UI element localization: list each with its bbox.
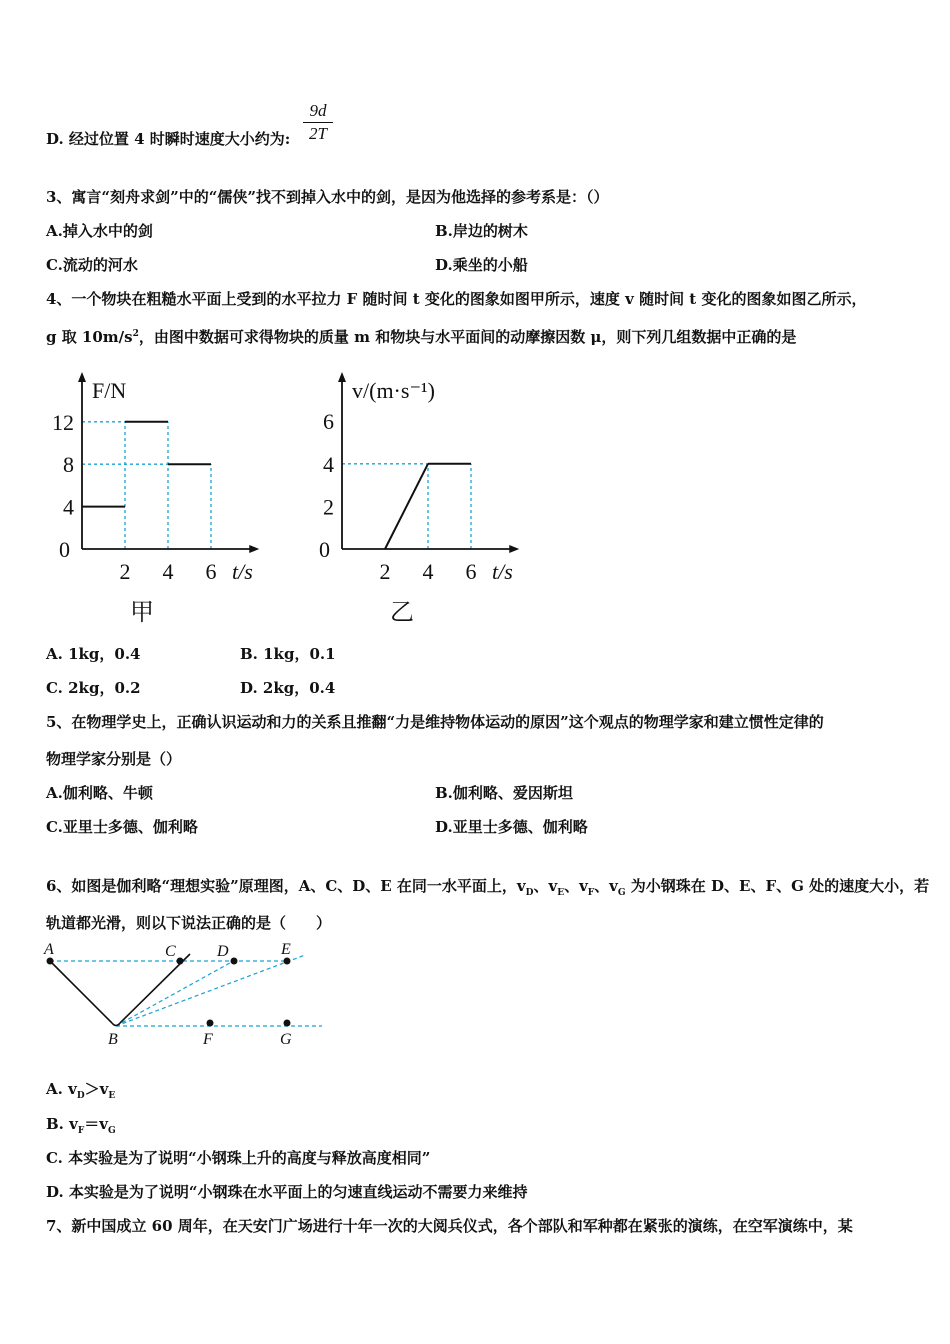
q4-stem-line1: 4、一个物块在粗糙水平面上受到的水平拉力 F 随时间 t 变化的图象如图甲所示，速度 v 随时间 t 变化的图象如图乙所示，: [46, 290, 867, 308]
point-a: [47, 958, 54, 965]
jia-y-tick-1: 8: [63, 452, 74, 478]
jia-x-tick-1: 4: [162, 559, 174, 584]
q6-option-a: [46, 1078, 115, 1101]
q6-stem-line2: 轨道都光滑，则以下说法正确的是（ ）: [46, 914, 332, 932]
q6-option-d: D. 本实验是为了说明“小钢珠在水平面上的匀速直线运动不需要力来维持: [46, 1183, 528, 1201]
point-g: [284, 1020, 291, 1027]
bd-guide: [116, 959, 237, 1026]
q5-option-c: C.亚里士多德、伽利略: [46, 818, 198, 836]
yi-y-arrow: [338, 372, 346, 382]
q6-stem-part-a: 6、如图是伽利略“理想实验”原理图，A、C、D、E 在同一水平面上，v: [46, 877, 526, 895]
yi-origin: 0: [319, 537, 330, 562]
q6-sep-1: 、v: [533, 877, 558, 895]
q6-sub-f: F: [587, 888, 595, 898]
jia-xlabel: t/s: [232, 559, 253, 584]
q4-stem-sup: 2: [132, 329, 139, 339]
q5-stem-line1: 5、在物理学史上，正确认识运动和力的关系且推翻“力是维持物体运动的原因”这个观点的物理学家和建立惯性定律的: [46, 713, 824, 731]
q6-stem-part-b: 为小钢珠在 D、E、F、G 处的速度大小，若: [625, 877, 930, 895]
q2-fraction-numerator: 9d: [303, 101, 333, 123]
point-d: [231, 958, 238, 965]
q6-opt-a-sub1: D: [76, 1091, 85, 1101]
jia-x-tick-2: 6: [205, 559, 217, 584]
label-d: D: [217, 943, 229, 960]
q4-option-b: B. 1kg，0.1: [240, 645, 336, 663]
q4-stem-line2-a: g 取 10m/s: [46, 328, 133, 346]
q4-stem-line2: [46, 326, 796, 347]
q2-option-d-text: D. 经过位置 4 时瞬时速度大小约为:: [46, 130, 291, 148]
chart-yi: [300, 368, 540, 633]
q6-sub-g: G: [617, 888, 626, 898]
label-f: F: [203, 1031, 213, 1048]
q4-option-c: C. 2kg，0.2: [46, 679, 141, 697]
q6-opt-b-mid: ＝v: [84, 1115, 108, 1133]
q6-opt-a-mid: ＞v: [84, 1080, 109, 1098]
q6-opt-b-prefix: B. v: [46, 1115, 78, 1133]
be-guide: [116, 955, 305, 1026]
jia-caption: 甲: [130, 600, 154, 626]
q6-option-b: [46, 1113, 116, 1136]
q6-sub-e: E: [557, 888, 565, 898]
yi-y-tick-1: 4: [323, 451, 334, 477]
jia-x-tick-0: 2: [119, 559, 131, 584]
q6-opt-b-sub2: G: [107, 1126, 116, 1136]
point-c: [177, 958, 184, 965]
yi-y-tick-0: 2: [323, 494, 334, 520]
q6-option-c: C. 本实验是为了说明“小钢珠上升的高度与释放高度相同”: [46, 1149, 431, 1167]
q4-option-d: D. 2kg，0.4: [240, 679, 336, 697]
label-b: B: [108, 1031, 118, 1048]
yi-caption: 乙: [390, 600, 414, 626]
jia-y-arrow: [78, 372, 86, 382]
q6-stem-line1: [46, 875, 929, 898]
q3-option-b: B.岸边的树木: [435, 222, 528, 240]
point-f: [207, 1020, 214, 1027]
q4-option-a: A. 1kg，0.4: [46, 645, 141, 663]
b-bottom: [112, 1023, 120, 1026]
galileo-diagram: [40, 938, 340, 1050]
q6-sep-3: 、v: [594, 877, 618, 895]
q7-stem-line1: 7、新中国成立 60 周年，在天安门广场进行十年一次的大阅兵仪式，各个部队和军种都在紧张的演练，在空军演练中，某: [46, 1217, 853, 1235]
yi-x-tick-1: 4: [422, 559, 434, 584]
q5-option-b: B.伽利略、爱因斯坦: [435, 784, 573, 802]
yi-y-tick-2: 6: [323, 409, 334, 435]
q2-fraction-denominator: 2T: [309, 124, 327, 143]
label-c: C: [165, 943, 176, 960]
yi-ylabel: v/(m·s⁻¹): [352, 378, 435, 403]
jia-ylabel: F/N: [92, 378, 127, 403]
jia-y-tick-0: 4: [63, 494, 74, 520]
label-a: A: [44, 941, 54, 958]
label-g: G: [280, 1031, 292, 1048]
q3-option-c: C.流动的河水: [46, 256, 138, 274]
q5-option-a: A.伽利略、牛顿: [46, 784, 153, 802]
label-e: E: [281, 941, 291, 958]
q3-option-d: D.乘坐的小船: [435, 256, 528, 274]
yi-x-tick-0: 2: [379, 559, 391, 584]
q2-fraction: [303, 101, 333, 144]
q2-option-d: [46, 128, 290, 149]
q6-sub-d: D: [525, 888, 534, 898]
jia-x-arrow: [249, 545, 259, 553]
q3-stem: 3、寓言“刻舟求剑”中的“儒侠”找不到掉入水中的剑，是因为他选择的参考系是：（）: [46, 188, 609, 206]
jia-origin: 0: [59, 537, 70, 562]
q3-option-a: A.掉入水中的剑: [46, 222, 153, 240]
q6-opt-a-prefix: A. v: [46, 1080, 77, 1098]
jia-y-tick-2: 12: [52, 409, 74, 435]
q4-stem-line2-b: ，由图中数据可求得物块的质量 m 和物块与水平面间的动摩擦因数 μ，则下列几组数据中正确的是: [138, 328, 797, 346]
point-e: [284, 958, 291, 965]
q6-sep-2: 、v: [564, 877, 588, 895]
yi-xlabel: t/s: [492, 559, 513, 584]
chart-jia: [40, 368, 280, 633]
q6-opt-a-sub2: E: [108, 1091, 116, 1101]
yi-x-tick-2: 6: [465, 559, 477, 584]
yi-segment-0: [385, 464, 428, 549]
q6-opt-b-sub1: F: [77, 1126, 85, 1136]
ab-track: [50, 961, 112, 1023]
q5-option-d: D.亚里士多德、伽利略: [435, 818, 588, 836]
q5-stem-line2: 物理学家分别是（）: [46, 750, 182, 768]
yi-x-arrow: [509, 545, 519, 553]
